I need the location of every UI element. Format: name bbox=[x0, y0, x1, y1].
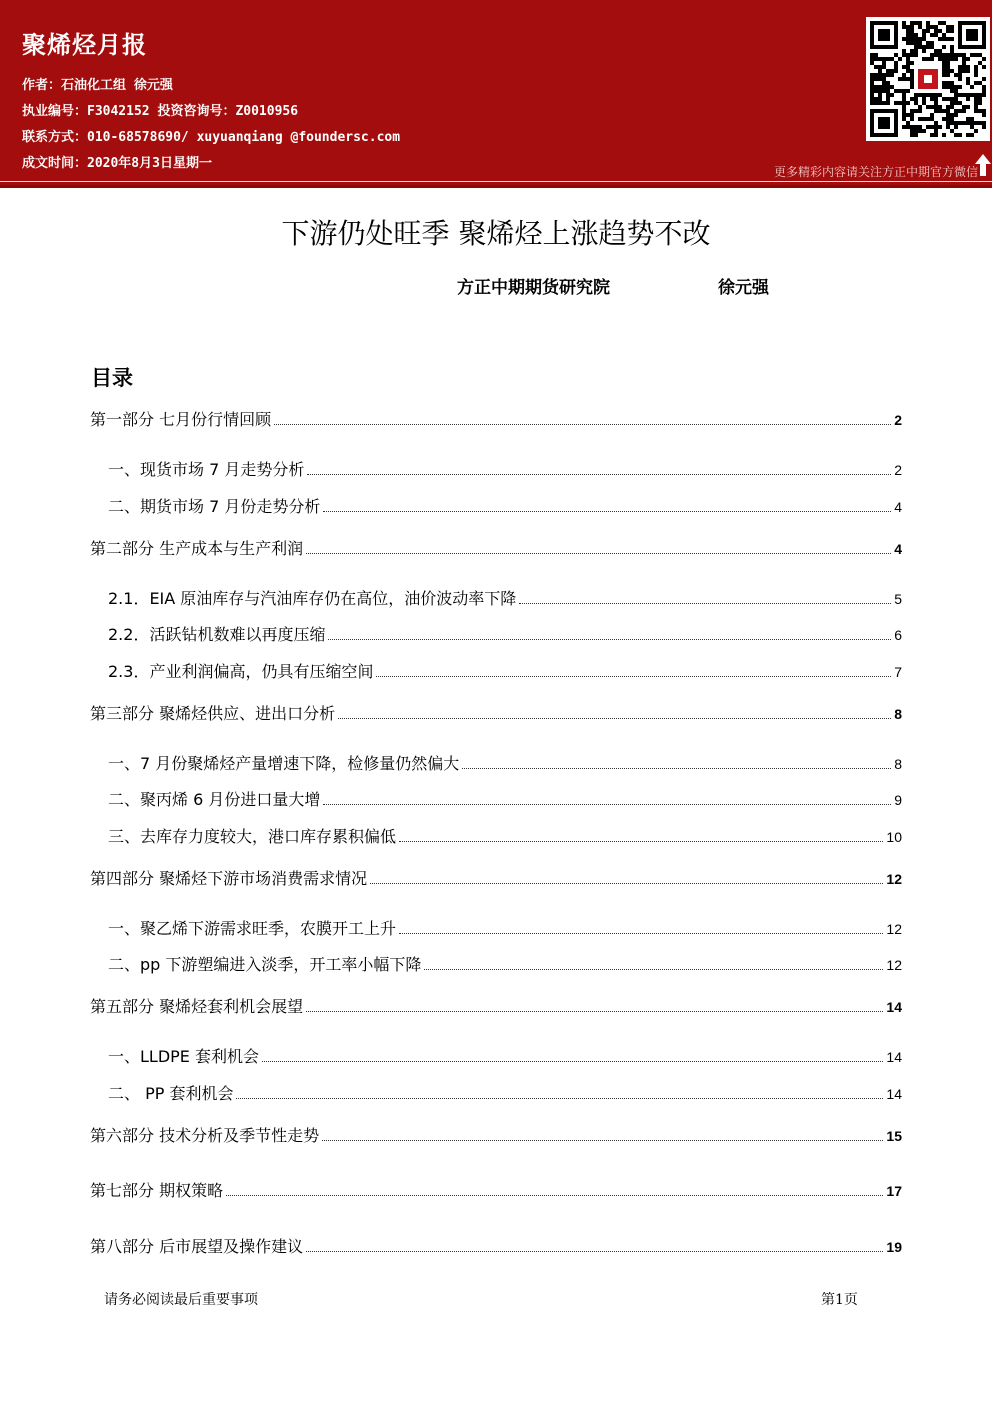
toc-leader-dots bbox=[328, 638, 891, 640]
toc-entry-label: 一、LLDPE 套利机会 bbox=[108, 1047, 259, 1066]
toc-entry-page: 17 bbox=[886, 1183, 902, 1199]
toc-entry-1-1[interactable] bbox=[108, 460, 902, 480]
toc-entry-page: 12 bbox=[886, 921, 902, 937]
toc-entry-label: 第六部分 技术分析及季节性走势 bbox=[90, 1126, 320, 1145]
toc-leader-dots bbox=[399, 840, 883, 842]
toc-leader-dots bbox=[424, 968, 883, 970]
toc-entry-page: 14 bbox=[886, 1049, 902, 1065]
toc-entry-4-2[interactable] bbox=[108, 955, 902, 975]
toc-entry-page: 5 bbox=[894, 591, 902, 607]
up-arrow-icon bbox=[974, 152, 992, 178]
toc-entry-page: 8 bbox=[894, 756, 902, 772]
toc-entry-page: 15 bbox=[886, 1128, 902, 1144]
toc-leader-dots bbox=[376, 675, 891, 677]
toc-leader-dots bbox=[323, 803, 891, 805]
toc-entry-page: 7 bbox=[894, 664, 902, 680]
document-title: 下游仍处旺季 聚烯烃上涨趋势不改 bbox=[281, 217, 711, 250]
toc-heading: 目录 bbox=[91, 366, 133, 390]
toc-entry-label: 2.2．活跃钻机数难以再度压缩 bbox=[108, 625, 326, 644]
report-header-band bbox=[0, 0, 992, 188]
toc-entry-label: 第四部分 聚烯烃下游市场消费需求情况 bbox=[90, 869, 368, 888]
toc-entry-page: 9 bbox=[894, 792, 902, 808]
toc-leader-dots bbox=[306, 1250, 883, 1252]
toc-entry-page: 19 bbox=[886, 1239, 902, 1255]
toc-entry-page: 10 bbox=[886, 829, 902, 845]
date-line: 成文时间：2020年8月3日星期一 bbox=[22, 156, 212, 171]
toc-leader-dots bbox=[306, 1010, 883, 1012]
toc-entry-part-3[interactable] bbox=[90, 704, 902, 724]
toc-leader-dots bbox=[262, 1060, 883, 1062]
footer-notice: 请务必阅读最后重要事项 bbox=[104, 1292, 258, 1308]
toc-entry-2-3[interactable] bbox=[108, 662, 902, 682]
toc-entry-part-7[interactable] bbox=[90, 1181, 902, 1201]
toc-entry-label: 第三部分 聚烯烃供应、进出口分析 bbox=[90, 704, 336, 723]
toc-entry-label: 一、现货市场 7 月走势分析 bbox=[108, 460, 305, 479]
toc-entry-page: 4 bbox=[894, 499, 902, 515]
toc-leader-dots bbox=[306, 552, 891, 554]
research-org: 方正中期期货研究院 bbox=[457, 278, 610, 298]
header-divider-dark bbox=[0, 185, 992, 188]
author-line: 作者：石油化工组 徐元强 bbox=[22, 78, 173, 93]
toc-leader-dots bbox=[370, 882, 883, 884]
toc-entry-label: 第八部分 后市展望及操作建议 bbox=[90, 1237, 304, 1256]
page-number: 第1页 bbox=[821, 1292, 858, 1308]
toc-leader-dots bbox=[519, 602, 891, 604]
toc-entry-page: 2 bbox=[894, 412, 902, 428]
report-title: 聚烯烃月报 bbox=[22, 31, 147, 59]
toc-entry-part-4[interactable] bbox=[90, 869, 902, 889]
toc-entry-5-1[interactable] bbox=[108, 1047, 902, 1067]
toc-entry-3-3[interactable] bbox=[108, 827, 902, 847]
toc-leader-dots bbox=[323, 510, 891, 512]
wechat-follow-note[interactable]: 更多精彩内容请关注方正中期官方微信 bbox=[773, 165, 978, 179]
toc-leader-dots bbox=[307, 473, 891, 475]
toc-entry-page: 2 bbox=[894, 462, 902, 478]
contact-line[interactable]: 联系方式：010-68578690/ xuyuanqiang @foundersc.com bbox=[22, 130, 401, 145]
qr-code-icon bbox=[866, 17, 990, 141]
toc-entry-3-2[interactable] bbox=[108, 790, 902, 810]
toc-entry-part-1[interactable] bbox=[90, 410, 902, 430]
toc-entry-4-1[interactable] bbox=[108, 919, 902, 939]
toc-leader-dots bbox=[322, 1139, 883, 1141]
toc-leader-dots bbox=[399, 932, 883, 934]
toc-entry-label: 三、去库存力度较大，港口库存累积偏低 bbox=[108, 827, 397, 846]
toc-entry-label: 一、聚乙烯下游需求旺季，农膜开工上升 bbox=[108, 919, 397, 938]
toc-leader-dots bbox=[236, 1097, 883, 1099]
toc-entry-2-2[interactable] bbox=[108, 625, 902, 645]
toc-entry-page: 12 bbox=[886, 871, 902, 887]
toc-entry-label: 第一部分 七月份行情回顾 bbox=[90, 410, 272, 429]
toc-entry-2-1[interactable] bbox=[108, 589, 902, 609]
toc-entry-label: 第七部分 期权策略 bbox=[90, 1181, 224, 1200]
toc-entry-page: 8 bbox=[894, 706, 902, 722]
toc-entry-label: 第二部分 生产成本与生产利润 bbox=[90, 539, 304, 558]
toc-entry-part-6[interactable] bbox=[90, 1126, 902, 1146]
toc-entry-page: 14 bbox=[886, 999, 902, 1015]
toc-leader-dots bbox=[226, 1194, 883, 1196]
toc-entry-label: 二、聚丙烯 6 月份进口量大增 bbox=[108, 790, 321, 809]
toc-entry-5-2[interactable] bbox=[108, 1084, 902, 1104]
toc-entry-page: 14 bbox=[886, 1086, 902, 1102]
document-author: 徐元强 bbox=[718, 278, 769, 298]
toc-entry-part-2[interactable] bbox=[90, 539, 902, 559]
toc-entry-label: 二、期货市场 7 月份走势分析 bbox=[108, 497, 321, 516]
toc-entry-3-1[interactable] bbox=[108, 754, 902, 774]
toc-entry-label: 第五部分 聚烯烃套利机会展望 bbox=[90, 997, 304, 1016]
header-divider bbox=[0, 181, 992, 182]
toc-leader-dots bbox=[274, 423, 891, 425]
toc-entry-page: 6 bbox=[894, 627, 902, 643]
toc-entry-part-5[interactable] bbox=[90, 997, 902, 1017]
toc-leader-dots bbox=[338, 717, 891, 719]
toc-entry-label: 二、pp 下游塑编进入淡季，开工率小幅下降 bbox=[108, 955, 422, 974]
license-line: 执业编号：F3042152 投资咨询号：Z0010956 bbox=[22, 104, 299, 119]
toc-entry-page: 4 bbox=[894, 541, 902, 557]
toc-leader-dots bbox=[462, 767, 891, 769]
toc-entry-page: 12 bbox=[886, 957, 902, 973]
toc-entry-label: 二、 PP 套利机会 bbox=[108, 1084, 234, 1103]
toc-entry-label: 2.3．产业利润偏高，仍具有压缩空间 bbox=[108, 662, 374, 681]
toc-entry-part-8[interactable] bbox=[90, 1237, 902, 1257]
toc-entry-label: 一、7 月份聚烯烃产量增速下降，检修量仍然偏大 bbox=[108, 754, 460, 773]
toc-entry-1-2[interactable] bbox=[108, 497, 902, 517]
toc-entry-label: 2.1．EIA 原油库存与汽油库存仍在高位，油价波动率下降 bbox=[108, 589, 517, 608]
